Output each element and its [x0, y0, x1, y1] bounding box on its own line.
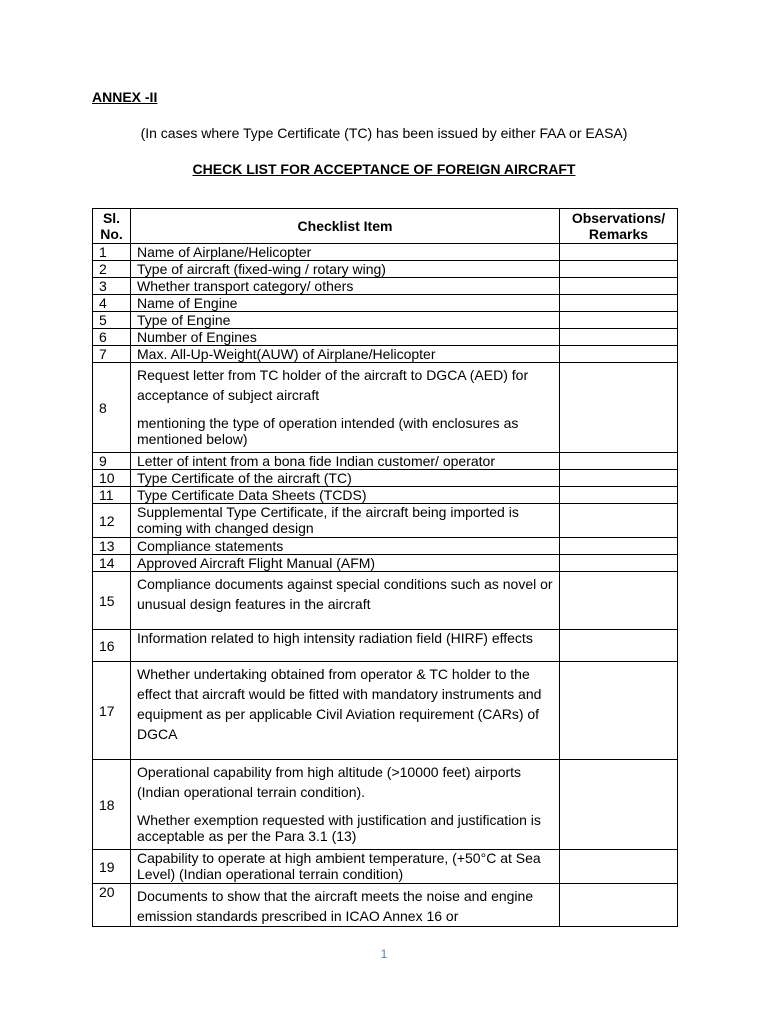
- table-row: [93, 487, 678, 504]
- row-remarks[interactable]: [560, 261, 678, 278]
- row-item: Whether transport category/ others: [131, 278, 560, 295]
- row-remarks[interactable]: [560, 312, 678, 329]
- table-row: [93, 662, 678, 760]
- row-number: 2: [93, 261, 131, 278]
- table-row: [93, 295, 678, 312]
- row-remarks[interactable]: [560, 504, 678, 538]
- row-item: Approved Aircraft Flight Manual (AFM): [131, 555, 560, 572]
- header-sl-no: Sl. No.: [93, 209, 131, 244]
- row-item: Compliance statements: [131, 538, 560, 555]
- row-remarks[interactable]: [560, 760, 678, 850]
- checklist-table: [92, 208, 678, 927]
- table-row: [93, 470, 678, 487]
- row-item: Information related to high intensity radiation field (HIRF) effects: [131, 630, 560, 662]
- row-remarks[interactable]: [560, 850, 678, 884]
- table-row: [93, 630, 678, 662]
- table-row: [93, 329, 678, 346]
- table-row: [93, 572, 678, 630]
- row-number: 17: [93, 662, 131, 760]
- row-number: 13: [93, 538, 131, 555]
- page-number: 1: [380, 947, 388, 961]
- row-number: 8: [93, 363, 131, 453]
- row-remarks[interactable]: [560, 363, 678, 453]
- row-remarks[interactable]: [560, 453, 678, 470]
- row-remarks[interactable]: [560, 662, 678, 760]
- row-number: 4: [93, 295, 131, 312]
- row-item: [131, 363, 560, 453]
- row-remarks[interactable]: [560, 295, 678, 312]
- row-item: Type of Engine: [131, 312, 560, 329]
- row-number: 6: [93, 329, 131, 346]
- row-remarks[interactable]: [560, 538, 678, 555]
- table-row: [93, 312, 678, 329]
- table-row: [93, 850, 678, 884]
- table-row: [93, 278, 678, 295]
- row-number: 3: [93, 278, 131, 295]
- table-row: [93, 363, 678, 453]
- row-item: Type Certificate Data Sheets (TCDS): [131, 487, 560, 504]
- row-item: Number of Engines: [131, 329, 560, 346]
- table-row: [93, 346, 678, 363]
- row-remarks[interactable]: [560, 572, 678, 630]
- row-item: Documents to show that the aircraft meets the noise and engine emission standards prescribed in ICAO Annex 16 or: [131, 884, 560, 927]
- row-item: Capability to operate at high ambient temperature, (+50°C at Sea Level) (Indian operational terrain condition): [131, 850, 560, 884]
- row-remarks[interactable]: [560, 884, 678, 927]
- row-number: 9: [93, 453, 131, 470]
- row-number: 5: [93, 312, 131, 329]
- document-heading: CHECK LIST FOR ACCEPTANCE OF FOREIGN AIRCRAFT: [192, 161, 576, 177]
- row-number: 16: [93, 630, 131, 662]
- row-number: 18: [93, 760, 131, 850]
- header-checklist-item: Checklist Item: [131, 209, 560, 244]
- row-remarks[interactable]: [560, 630, 678, 662]
- row-item-text: Operational capability from high altitude (>10000 feet) airports (Indian operational terrain condition).: [137, 764, 522, 800]
- row-item: Supplemental Type Certificate, if the aircraft being imported is coming with changed design: [131, 504, 560, 538]
- row-remarks[interactable]: [560, 470, 678, 487]
- row-number: 19: [93, 850, 131, 884]
- row-remarks[interactable]: [560, 278, 678, 295]
- row-number: 7: [93, 346, 131, 363]
- row-item: Letter of intent from a bona fide Indian customer/ operator: [131, 453, 560, 470]
- table-row: [93, 555, 678, 572]
- row-number: 20: [93, 884, 131, 927]
- row-remarks[interactable]: [560, 487, 678, 504]
- annex-label: ANNEX -II: [92, 89, 158, 105]
- row-remarks[interactable]: [560, 555, 678, 572]
- row-number: 11: [93, 487, 131, 504]
- row-item: Name of Airplane/Helicopter: [131, 244, 560, 261]
- table-row: [93, 884, 678, 927]
- table-row: [93, 244, 678, 261]
- table-header-row: [93, 209, 678, 244]
- row-item: Compliance documents against special conditions such as novel or unusual design features in the aircraft: [131, 572, 560, 630]
- table-row: [93, 453, 678, 470]
- row-number: 15: [93, 572, 131, 630]
- row-remarks[interactable]: [560, 329, 678, 346]
- row-number: 10: [93, 470, 131, 487]
- row-item: Whether undertaking obtained from operator & TC holder to the effect that aircraft would be fitted with mandatory instruments and equipment as per applicable Civil Aviation requirement (CARs) of DGCA: [131, 662, 560, 760]
- table-row: [93, 261, 678, 278]
- row-item-text-continued: mentioning the type of operation intended (with enclosures as mentioned below): [137, 415, 519, 447]
- row-item: Name of Engine: [131, 295, 560, 312]
- row-item-text: Request letter from TC holder of the aircraft to DGCA (AED) for acceptance of subject aircraft: [137, 367, 529, 403]
- subtitle: (In cases where Type Certificate (TC) has been issued by either FAA or EASA): [140, 125, 628, 141]
- row-number: 12: [93, 504, 131, 538]
- table-row: [93, 504, 678, 538]
- header-observations: Observations/ Remarks: [560, 209, 678, 244]
- row-item-text-continued: Whether exemption requested with justification and justification is acceptable as per the Para 3.1 (13): [137, 812, 541, 844]
- row-item: Max. All-Up-Weight(AUW) of Airplane/Helicopter: [131, 346, 560, 363]
- row-remarks[interactable]: [560, 346, 678, 363]
- row-item: Type Certificate of the aircraft (TC): [131, 470, 560, 487]
- row-number: 14: [93, 555, 131, 572]
- row-remarks[interactable]: [560, 244, 678, 261]
- table-row: [93, 538, 678, 555]
- row-item: [131, 760, 560, 850]
- row-item: Type of aircraft (fixed-wing / rotary wing): [131, 261, 560, 278]
- row-number: 1: [93, 244, 131, 261]
- table-row: [93, 760, 678, 850]
